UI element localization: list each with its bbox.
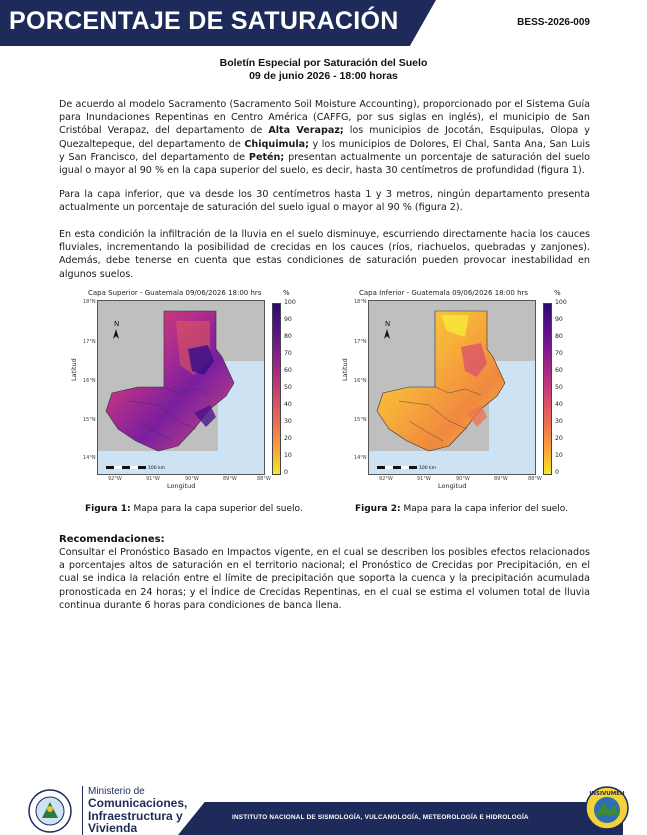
colorbar-tick: 70 [284, 350, 292, 357]
colorbar-tick: 60 [555, 367, 563, 374]
x-axis-label: Longitud [438, 482, 467, 490]
lat-tick: 15°N [354, 417, 367, 423]
recommendations-text: Consultar el Pronóstico Basado en Impactos vigente, en el cual se describen los posibles efectos relacionados a porcentajes altos de saturación en el territorio nacional; el Pronóstico de Crecidas por Precipitación, en el cual se indica la relación entre el límite de precipitación que soporta la cuenca y la precipitación acumulada pronosticada en 24 horas; y el Índice de Crecidas Repentinas, en el cual se estima el volumen total de lluvia continua durante 6 horas para condiciones de banca llena. [59, 547, 590, 611]
lat-tick: 14°N [354, 455, 367, 461]
pacific-water [98, 451, 218, 475]
y-axis-label: Latitud [70, 358, 78, 381]
north-arrow-label: N [385, 320, 391, 328]
lat-tick: 18°N [83, 299, 96, 305]
figure-upper-layer-map [70, 289, 296, 490]
colorbar-tick: 30 [284, 418, 292, 425]
bulletin-title [0, 57, 647, 83]
p1-text-2: los municipios de Jocotán, Esquipulas, Olopa y Quezaltepeque, del departamento de [59, 125, 590, 150]
footer [0, 780, 647, 835]
guatemala-shape [106, 311, 234, 451]
y-axis-label: Latitud [341, 358, 349, 381]
colorbar-tick: 80 [284, 333, 292, 340]
p1-text-1: De acuerdo al modelo Sacramento (Sacramento Soil Moisture Accounting), proporcionado por el Sistema Guía para Inundaciones Repentinas en Centro América (CAFFG, por sus siglas en inglés), el municipio de San Cristóbal Verapaz, del departamento de [59, 99, 590, 137]
ministry-line2: Comunicaciones, [88, 796, 188, 810]
p1-text-4: presentan actualmente un porcentaje de saturación del suelo igual o mayor al 90 % en la capa superior del suelo, es decir, hasta 30 centímetros de profundidad (figura 1). [59, 151, 590, 177]
colorbar-tick: 60 [284, 367, 292, 374]
paragraph-infiltration: En esta condición la infiltración de la lluvia en el suelo disminuye, escurriendo directamente hacia los cauces fluviales, incrementando la posibilidad de crecidas en los cauces (ríos, riachuelos, quebradas y zanjones). Además, debe tenerse en cuenta que estas condiciones de saturación pueden provocar inestabilidad en algunos suelos. [59, 229, 590, 280]
figure-1-label: Figura 1: [85, 504, 131, 514]
paragraph-upper-layer [59, 98, 590, 177]
scale-bar-icon [377, 466, 417, 469]
lon-tick: 91°W [417, 476, 431, 482]
colorbar-tick: 20 [555, 435, 563, 442]
p1-bold-alta-verapaz: Alta Verapaz; [268, 125, 344, 137]
colorbar-tick: 40 [555, 401, 563, 408]
colorbar-tick: 10 [555, 452, 563, 459]
p1-bold-peten: Petén; [248, 151, 285, 163]
ministry-line4: Vivienda [88, 821, 138, 835]
page-title: PORCENTAJE DE SATURACIÓN [9, 7, 399, 35]
lat-tick: 15°N [83, 417, 96, 423]
figure-2-caption [355, 504, 568, 514]
guatemala-saturation-map [98, 301, 265, 475]
p1-bold-chiquimula: Chiquimula; [244, 138, 309, 150]
colorbar-tick: 100 [284, 299, 296, 306]
lon-tick: 91°W [146, 476, 160, 482]
ministry-line3: Infraestructura y [88, 808, 183, 823]
figure-2-label: Figura 2: [355, 504, 401, 514]
figure-2-text: Mapa para la capa inferior del suelo. [400, 504, 568, 514]
guatemala-saturation-map [369, 301, 536, 475]
colorbar-tick: 20 [284, 435, 292, 442]
lon-tick: 92°W [379, 476, 393, 482]
figure-1-text: Mapa para la capa superior del suelo. [130, 504, 303, 514]
pacific-water [369, 451, 489, 475]
x-axis-label: Longitud [167, 482, 196, 490]
scale-bar-icon [106, 466, 146, 469]
lat-tick: 14°N [83, 455, 96, 461]
lon-tick: 89°W [494, 476, 508, 482]
colorbar-tick: 0 [555, 469, 559, 476]
map-frame [368, 300, 536, 475]
figure-1-caption [85, 504, 303, 514]
lat-tick: 16°N [83, 378, 96, 384]
map-title: Capa Superior - Guatemala 09/06/2026 18:00 hrs [88, 289, 262, 297]
colorbar [543, 303, 552, 475]
insivumeh-label: INSIVUMEH [589, 791, 625, 797]
colorbar-tick: 50 [555, 384, 563, 391]
figure-lower-layer-map [341, 289, 567, 490]
lon-tick: 88°W [257, 476, 271, 482]
north-arrow-label: N [114, 320, 120, 328]
colorbar-tick: 90 [555, 316, 563, 323]
header [0, 0, 647, 48]
lon-tick: 92°W [108, 476, 122, 482]
lat-tick: 17°N [83, 339, 96, 345]
paragraph-lower-layer: Para la capa inferior, que va desde los 30 centímetros hasta 1 y 3 metros, ningún departamento presenta actualmente un porcentaje de saturación del suelo igual o mayor al 90 % (figura 2). [59, 189, 590, 214]
ministry-line1: Ministerio de [88, 786, 145, 797]
bulletin-title-line1: Boletín Especial por Saturación del Suelo [219, 57, 428, 69]
colorbar-tick: 0 [284, 469, 288, 476]
recommendations-heading: Recomendaciones: [59, 534, 165, 545]
lon-tick: 90°W [456, 476, 470, 482]
lat-tick: 17°N [354, 339, 367, 345]
scale-label: 100 km [148, 466, 166, 471]
colorbar-tick: 10 [284, 452, 292, 459]
guatemala-coat-of-arms-icon [27, 788, 73, 834]
lon-tick: 90°W [185, 476, 199, 482]
colorbar-unit: % [283, 289, 290, 297]
colorbar-unit: % [554, 289, 561, 297]
bulletin-date: 09 de junio 2026 - 18:00 horas [249, 70, 398, 82]
lat-tick: 18°N [354, 299, 367, 305]
map-frame [97, 300, 265, 475]
guatemala-shape [377, 311, 505, 451]
colorbar-tick: 90 [284, 316, 292, 323]
colorbar [272, 303, 281, 475]
map-title: Capa Inferior - Guatemala 09/06/2026 18:00 hrs [359, 289, 529, 297]
ministry-logo [82, 786, 187, 835]
colorbar-tick: 40 [284, 401, 292, 408]
p1-text-3: y los municipios de Dolores, El Chal, Santa Ana, San Luis y San Francisco, del departamento de [59, 138, 591, 163]
scale-label: 100 km [419, 466, 437, 471]
insivumeh-logo-icon [584, 785, 630, 831]
colorbar-tick: 50 [284, 384, 292, 391]
institute-name: INSTITUTO NACIONAL DE SISMOLOGÍA, VULCANOLOGÍA, METEOROLOGÍA E HIDROLOGÍA [232, 814, 529, 821]
north-arrow-icon [384, 329, 390, 339]
bulletin-code: BESS-2026-009 [517, 17, 590, 28]
lon-tick: 89°W [223, 476, 237, 482]
lat-tick: 16°N [354, 378, 367, 384]
colorbar-tick: 30 [555, 418, 563, 425]
lon-tick: 88°W [528, 476, 542, 482]
colorbar-tick: 70 [555, 350, 563, 357]
north-arrow-icon [113, 329, 119, 339]
colorbar-tick: 100 [555, 299, 567, 306]
colorbar-tick: 80 [555, 333, 563, 340]
